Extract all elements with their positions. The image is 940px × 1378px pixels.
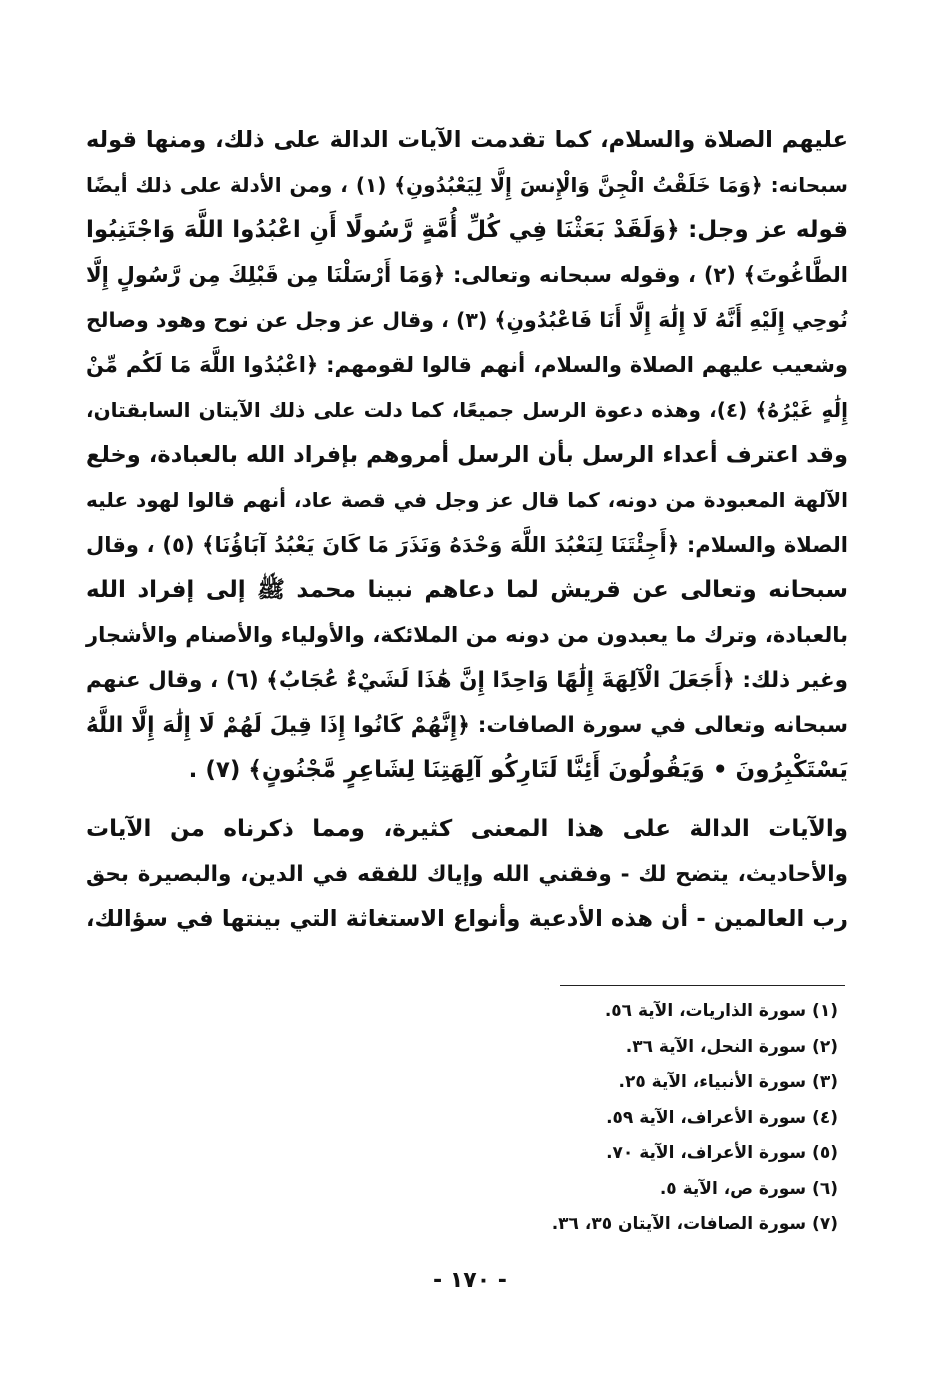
text-line: قوله عز وجل: ﴿وَلَقَدْ بَعَثْنَا فِي كُلِّ أُمَّةٍ رَّسُولًا أَنِ اعْبُدُوا اللَّهَ وَاجْتَنِبُوا (86, 217, 848, 243)
text-line: سبحانه وتعالى عن قريش لما دعاهم نبينا محمد ﷺ إلى إفراد الله (86, 577, 848, 603)
footnote-1: (١) سورة الذاريات، الآية ٥٦. (604, 1001, 838, 1021)
text-line: سبحانه وتعالى في سورة الصافات: ﴿إِنَّهُمْ كَانُوا إِذَا قِيلَ لَهُمْ لَا إِلَٰهَ إِلَّا اللَّهُ (86, 713, 848, 738)
text-line: نُوحِي إِلَيْهِ أَنَّهُ لَا إِلَٰهَ إِلَّا أَنَا فَاعْبُدُونِ﴾ (٣) ، وقال عز وجل عن نوح وهود وصالح (86, 308, 848, 332)
text-line: وشعيب عليهم الصلاة والسلام، أنهم قالوا لقومهم: ﴿اعْبُدُوا اللَّهَ مَا لَكُم مِّنْ (86, 353, 848, 377)
footnote-separator (560, 985, 845, 986)
text-line: بالعبادة، وترك ما يعبدون من دونه من الملائكة، والأولياء والأصنام والأشجار (86, 623, 848, 647)
text-line: سبحانه: ﴿وَمَا خَلَقْتُ الْجِنَّ وَالْإِنسَ إِلَّا لِيَعْبُدُونِ﴾ (١) ، ومن الأدلة على ذلك أيضًا (86, 173, 848, 197)
text-line: الآلهة المعبودة من دونه، كما قال عز وجل في قصة عاد، أنهم قالوا لهود عليه (86, 488, 848, 512)
text-line: الصلاة والسلام: ﴿أَجِئْتَنَا لِنَعْبُدَ اللَّهَ وَحْدَهُ وَنَذَرَ مَا كَانَ يَعْبُدُ آبَاؤُنَا﴾ (٥) ، وقال (86, 533, 849, 557)
text-line: عليهم الصلاة والسلام، كما تقدمت الآيات الدالة على ذلك، ومنها قوله (86, 127, 848, 153)
text-line: والآيات الدالة على هذا المعنى كثيرة، ومما ذكرناه من الآيات (86, 816, 848, 842)
text-line: والأحاديث، يتضح لك - وفقني الله وإياك للفقه في الدين، والبصيرة بحق (86, 862, 848, 887)
text-line: إِلَٰهٍ غَيْرُهُ﴾ (٤)، وهذه دعوة الرسل جميعًا، كما دلت على ذلك الآيتان السابقتان، (86, 398, 848, 422)
text-line: يَسْتَكْبِرُونَ • وَيَقُولُونَ أَئِنَّا لَتَارِكُو آلِهَتِنَا لِشَاعِرٍ مَّجْنُونٍ﴾ (٧) . (188, 757, 848, 783)
text-line: رب العالمين - أن هذه الأدعية وأنواع الاستغاثة التي بينتها في سؤالك، (86, 906, 848, 932)
text-line: الطَّاغُوتَ﴾ (٢) ، وقوله سبحانه وتعالى: ﴿وَمَا أَرْسَلْنَا مِن قَبْلِكَ مِن رَّسُولٍ إِلَّا (86, 263, 848, 287)
text-line: وقد اعترف أعداء الرسل بأن الرسل أمروهم بإفراد الله بالعبادة، وخلع (86, 442, 848, 468)
footnotes (520, 994, 838, 1243)
footnote-2: (٢) سورة النحل، الآية ٣٦. (625, 1036, 838, 1057)
page-number: - ١٧٠ - (433, 1268, 507, 1293)
paragraph-2 (86, 807, 848, 942)
text-line: وغير ذلك: ﴿أَجَعَلَ الْآلِهَةَ إِلَٰهًا وَاحِدًا إِنَّ هَٰذَا لَشَيْءٌ عُجَابٌ﴾ (٦) ، وقال عنهم (86, 668, 848, 693)
footnote-6: (٦) سورة ص، الآية ٥. (659, 1178, 838, 1199)
footnote-4: (٤) سورة الأعراف، الآية ٥٩. (606, 1107, 838, 1128)
paragraph-1 (86, 118, 848, 793)
footnote-5: (٥) سورة الأعراف، الآية ٧٠. (606, 1143, 838, 1163)
footnote-3: (٣) سورة الأنبياء، الآية ٢٥. (618, 1072, 838, 1092)
main-text (86, 118, 848, 942)
footnote-7: (٧) سورة الصافات، الآيتان ٣٥، ٣٦. (551, 1214, 838, 1234)
